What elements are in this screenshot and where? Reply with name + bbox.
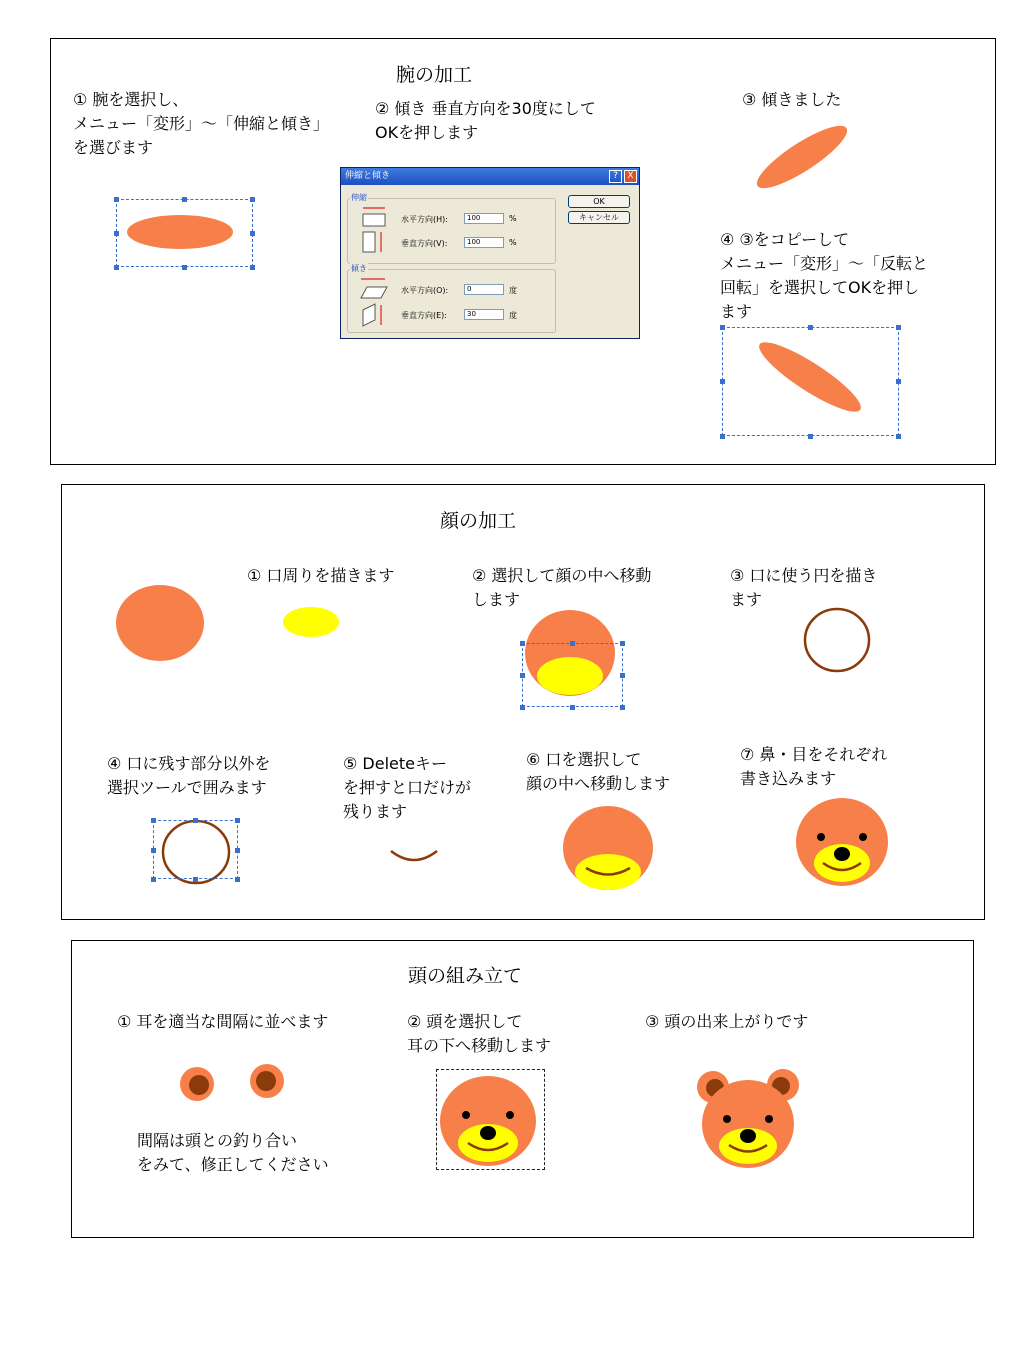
arm-ellipse <box>125 212 235 252</box>
selection-handle[interactable] <box>620 673 625 678</box>
v-skew-label: 垂直方向(E): <box>401 311 447 320</box>
face-step5-text: ⑤ Deleteキー を押すと口だけが 残ります <box>343 754 472 821</box>
selection-handle[interactable] <box>720 379 725 384</box>
selection-handle[interactable] <box>620 641 625 646</box>
selection-handle[interactable] <box>235 877 240 882</box>
mouth-arc <box>388 845 440 867</box>
selection-handle[interactable] <box>235 818 240 823</box>
bear-ear-left <box>179 1066 215 1102</box>
face-step1-text: ① 口周りを描きます <box>247 566 395 585</box>
head-step1-text: ① 耳を適当な間隔に並べます <box>117 1012 329 1031</box>
selection-handle[interactable] <box>182 197 187 202</box>
v-skew-unit: 度 <box>509 311 517 320</box>
selection-handle[interactable] <box>520 705 525 710</box>
selection-handle[interactable] <box>570 641 575 646</box>
selection-handle[interactable] <box>193 818 198 823</box>
selection-handle[interactable] <box>520 641 525 646</box>
arm-step3-text: ③ 傾きました <box>742 90 842 109</box>
bear-head-finished <box>696 1068 802 1172</box>
skew-dialog <box>340 167 640 339</box>
face-step3-text: ③ 口に使う円を描き ます <box>730 566 878 609</box>
selection-handle[interactable] <box>250 265 255 270</box>
v-skew-input[interactable]: 30 <box>464 309 504 320</box>
face-with-mouth <box>562 805 654 891</box>
selection-handle[interactable] <box>151 848 156 853</box>
selection-handle[interactable] <box>114 197 119 202</box>
face-step2-text: ② 選択して顔の中へ移動 します <box>472 566 652 609</box>
h-skew-input[interactable]: 0 <box>464 284 504 295</box>
selection-handle[interactable] <box>114 231 119 236</box>
muzzle-selection[interactable] <box>522 643 623 707</box>
face-step6-text: ⑥ 口を選択して 顔の中へ移動します <box>526 750 671 793</box>
skew-group-label: 傾き <box>351 264 367 273</box>
bear-face <box>795 797 889 887</box>
arm-step4-text: ④ ③をコピーして メニュー「変形」～「反転と 回転」を選択してOKを押し ます <box>720 230 929 321</box>
dialog-titlebar <box>341 168 639 185</box>
selection-handle[interactable] <box>808 434 813 439</box>
scale-group-label: 伸縮 <box>351 193 367 202</box>
close-icon[interactable]: X <box>624 170 637 183</box>
ok-button[interactable]: OK <box>568 195 630 208</box>
arm-step2-text: ② 傾き 垂直方向を30度にして OKを押します <box>375 99 596 142</box>
selection-handle[interactable] <box>235 848 240 853</box>
bear-head-selected <box>439 1075 537 1167</box>
arm-tilted <box>752 125 852 190</box>
selection-handle[interactable] <box>896 434 901 439</box>
v-scale-icon <box>361 230 387 254</box>
arm-step1-text: ① 腕を選択し、 メニュー「変形」～「伸縮と傾き」 を選びます <box>73 90 330 157</box>
v-scale-label: 垂直方向(V): <box>401 239 448 248</box>
selection-handle[interactable] <box>114 265 119 270</box>
bear-ear-right <box>249 1063 285 1099</box>
selection-handle[interactable] <box>896 379 901 384</box>
selection-handle[interactable] <box>250 231 255 236</box>
selection-handle[interactable] <box>720 325 725 330</box>
selection-handle[interactable] <box>193 877 198 882</box>
h-scale-unit: % <box>509 214 517 223</box>
head-step2-text: ② 頭を選択して 耳の下へ移動します <box>407 1012 552 1055</box>
dialog-title: 伸縮と傾き <box>345 171 391 181</box>
selection-handle[interactable] <box>182 265 187 270</box>
arm-title: 腕の加工 <box>396 64 473 86</box>
selection-handle[interactable] <box>250 197 255 202</box>
face-title: 顔の加工 <box>440 510 517 532</box>
h-scale-label: 水平方向(H): <box>401 215 448 224</box>
selection-handle[interactable] <box>520 673 525 678</box>
help-icon[interactable]: ? <box>609 170 622 183</box>
face-circle <box>115 585 205 663</box>
h-skew-label: 水平方向(O): <box>401 286 449 295</box>
circle-selection[interactable] <box>153 820 238 879</box>
arm-flipped <box>755 340 865 415</box>
head-step3-text: ③ 頭の出来上がりです <box>645 1012 809 1031</box>
h-skew-unit: 度 <box>509 286 517 295</box>
mouth-circle <box>803 607 873 673</box>
face-step7-text: ⑦ 鼻・目をそれぞれ 書き込みます <box>740 745 888 788</box>
cancel-button[interactable]: キャンセル <box>568 211 630 224</box>
selection-handle[interactable] <box>570 705 575 710</box>
v-scale-input[interactable]: 100 <box>464 237 504 248</box>
h-scale-input[interactable]: 100 <box>464 213 504 224</box>
v-scale-unit: % <box>509 238 517 247</box>
selection-handle[interactable] <box>808 325 813 330</box>
selection-handle[interactable] <box>151 877 156 882</box>
v-skew-icon <box>361 302 387 328</box>
head-note-text: 間隔は頭との釣り合い をみて、修正してください <box>137 1131 329 1174</box>
muzzle-ellipse <box>282 605 342 641</box>
selection-handle[interactable] <box>896 325 901 330</box>
h-scale-icon <box>361 205 387 227</box>
face-step4-text: ④ 口に残す部分以外を 選択ツールで囲みます <box>107 754 271 797</box>
head-title: 頭の組み立て <box>408 965 523 987</box>
selection-handle[interactable] <box>151 818 156 823</box>
selection-handle[interactable] <box>620 705 625 710</box>
h-skew-icon <box>359 276 389 300</box>
selection-handle[interactable] <box>720 434 725 439</box>
